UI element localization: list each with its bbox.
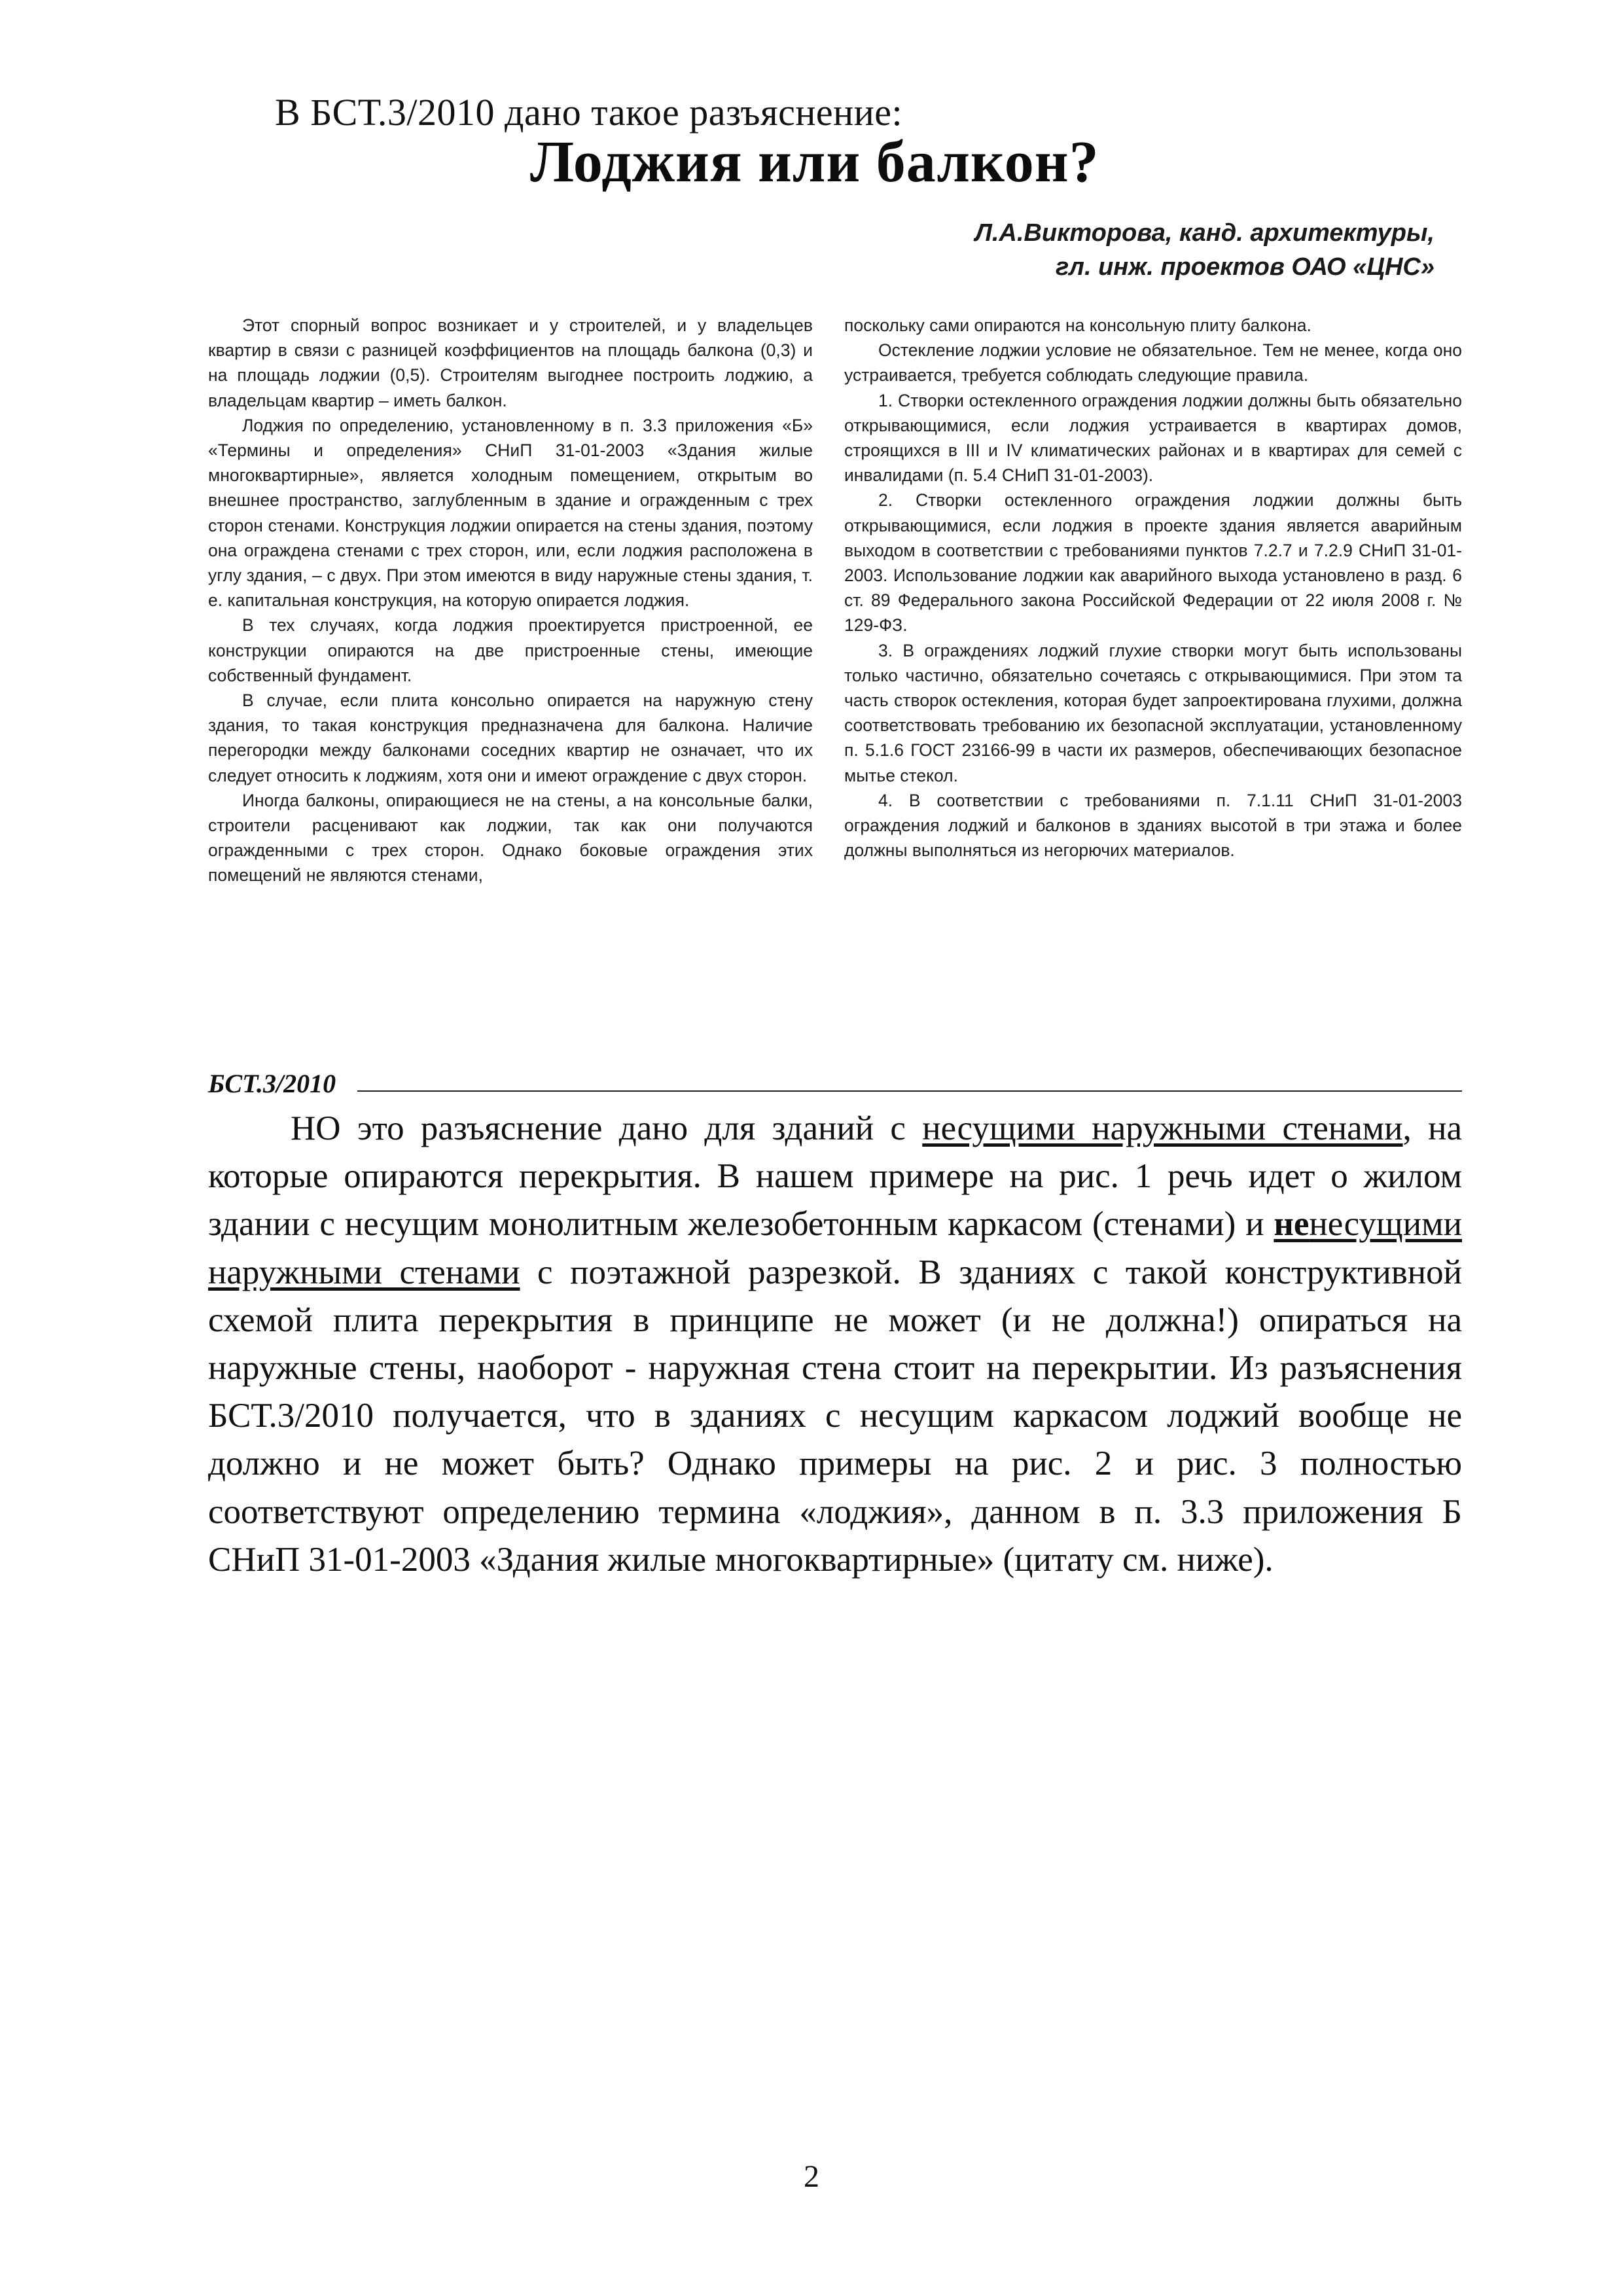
- author-block: [975, 216, 1435, 284]
- paragraph: Лоджия по определению, установленному в п. 3.3 приложения «Б» «Термины и определения» СНиП 31-01-2003 «Здания жилые многоквартирные», является холодным помещением, открытым во внешнее пространство, заглубленным в здание и огражденным с трех сторон стенами. Конструкция лоджии опирается на стены здания, поэтому она ограждена стенами с трех сторон, или, если лоджия расположена в углу здания, – с двух. При этом имеются в виду наружные стены здания, т. е. капитальная конструкция, на которую опирается лоджия.: [208, 415, 813, 611]
- list-item: 1. Створки остекленного ограждения лоджии должны быть обязательно открывающимися, если лоджия устраивается в квартирах домов, строящихся в III и IV климатических районах и в квартирах для семей с инвалидами (п. 5.4 СНиП 31-01-2003).: [844, 390, 1462, 486]
- underlined-phrase: несущими наружными стенами: [922, 1109, 1403, 1147]
- article-right-column: [844, 313, 1462, 863]
- intro-line: В БСТ.3/2010 дано такое разъяснение:: [275, 91, 903, 134]
- underlined-text: несущими наружными стенами: [208, 1205, 1462, 1291]
- commentary-text: с поэтажной разрезкой. В зданиях с такой конструктивной схемой плита перекрытия в принципе не может (и не должна!) опираться на наружные стены, наоборот - наружная стена стоит на перекрытии. Из разъяснения БСТ.3/2010 получается, что в зданиях с несущим каркасом лоджий вообще не должно и не может быть? Однако примеры на рис. 2 и рис. 3 полностью соответствуют определению термина «лоджия», данном в п. 3.3 приложения Б СНиП 31-01-2003 «Здания жилые многоквартирные» (цитату см. ниже).: [208, 1253, 1463, 1579]
- source-label: БСТ.3/2010: [208, 1069, 336, 1098]
- paragraph: Этот спорный вопрос возникает и у строителей, и у владельцев квартир в связи с разницей коэффициентов на площадь балкона (0,3) и на площадь лоджии (0,5). Строителям выгоднее построить лоджию, а владельцам квартир – иметь балкон.: [208, 315, 813, 410]
- commentary-text: , на которые опираются перекрытия. В нашем примере на рис. 1 речь идет о жилом здании с несущим монолитным железобетонным каркасом (стенами) и: [208, 1109, 1462, 1244]
- paragraph: В тех случаях, когда лоджия проектируется пристроенной, ее конструкции опираются на две пристроенные стены, имеющие собственный фундамент.: [208, 615, 813, 685]
- source-divider: [357, 1090, 1462, 1092]
- list-item: 2. Створки остекленного ограждения лоджии должны быть открывающимися, если лоджия в проекте здания является аварийным выходом в соответствии с требованиями пунктов 7.2.7 и 7.2.9 СНиП 31-01-2003. Использование лоджии как аварийного выхода установлено в разд. 6 ст. 89 Федерального закона Российской Федерации от 22 июля 2008 г. № 129-ФЗ.: [844, 490, 1462, 636]
- paragraph: Остекление лоджии условие не обязательное. Тем не менее, когда оно устраивается, требуется соблюдать следующие правила.: [844, 340, 1462, 386]
- commentary-paragraph: [208, 1105, 1462, 1584]
- commentary-text: НО это разъяснение дано для зданий с: [291, 1109, 923, 1147]
- author-name: Л.А.Викторова, канд. архитектуры,: [974, 219, 1435, 247]
- bold-prefix: не: [1274, 1205, 1310, 1244]
- author-position: гл. инж. проектов ОАО «ЦНС»: [1056, 253, 1435, 281]
- list-item: 4. В соответствии с требованиями п. 7.1.11 СНиП 31-01-2003 ограждения лоджий и балконов в зданиях высотой в три этажа и более должны выполняться из негорючих материалов.: [844, 790, 1462, 861]
- list-item: 3. В ограждениях лоджий глухие створки могут быть использованы только частично, обязательно сочетаясь с открывающимися. При этом та часть створок остекления, которая будет запроектирована глухими, должна соответствовать требованию их безопасной эксплуатации, установленному п. 5.1.6 ГОСТ 23166-99 в части их размеров, обеспечивающих безопасное мытье стекол.: [844, 640, 1462, 785]
- paragraph: В случае, если плита консольно опирается на наружную стену здания, то такая конструкция предназначена для балкона. Наличие перегородки между балконами соседних квартир не означает, что их следует относить к лоджиям, хотя они и имеют ограждение с двух сторон.: [208, 691, 813, 785]
- article-title: Лоджия или балкон?: [530, 130, 1099, 194]
- paragraph: Иногда балконы, опирающиеся не на стены, а на консольные балки, строители расценивают как лоджии, так как они получаются огражденными с трех сторон. Однако боковые ограждения этих помещений не являются стенами,: [208, 790, 813, 886]
- article-left-column: [208, 313, 813, 888]
- page-number: 2: [804, 2159, 819, 2194]
- paragraph-continuation: поскольку сами опираются на консольную плиту балкона.: [844, 315, 1311, 335]
- source-citation: [208, 1068, 1462, 1101]
